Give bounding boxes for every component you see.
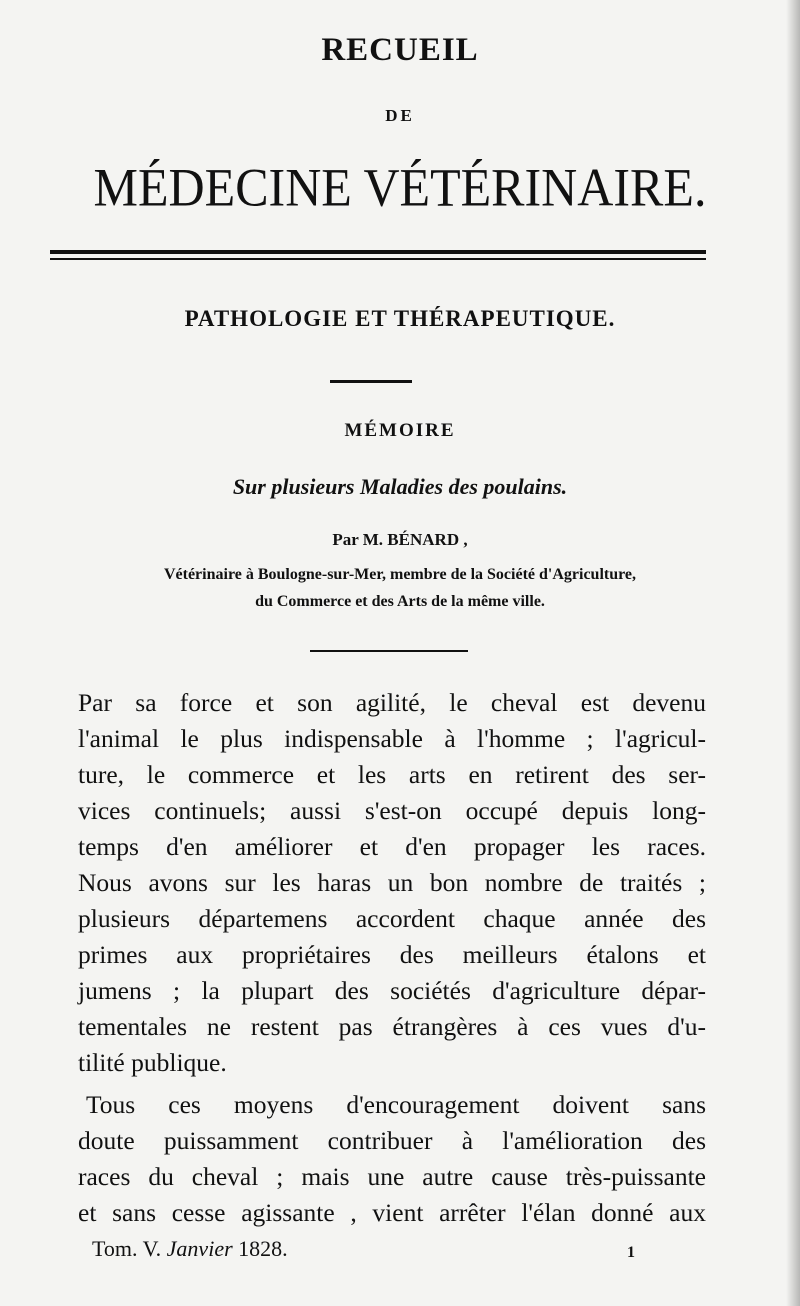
footer-month: Janvier xyxy=(166,1236,233,1261)
body-text-line: Nous avons sur les haras un bon nombre de traités ; xyxy=(78,868,706,897)
body-text-line: plusieurs départemens accordent chaque année des xyxy=(78,904,706,933)
footer-year: 1828. xyxy=(238,1236,288,1261)
section-rule xyxy=(330,380,412,383)
author-affiliation-line: Vétérinaire à Boulogne-sur-Mer, membre de la Société d'Agriculture, xyxy=(163,566,637,583)
body-text-line: doute puissamment contribuer à l'amélioration des xyxy=(78,1126,706,1155)
body-text-line: tementales ne restent pas étrangères à ces vues d'u- xyxy=(78,1012,706,1041)
author-affiliation-line: du Commerce et des Arts de la même ville. xyxy=(255,593,545,610)
body-text-line: temps d'en améliorer et d'en propager les races. xyxy=(78,832,706,861)
page-number: 1 xyxy=(627,1244,635,1261)
section-heading: PATHOLOGIE ET THÉRAPEUTIQUE. xyxy=(184,306,616,331)
header-rule-thin xyxy=(50,258,706,260)
journal-title-de: DE xyxy=(385,106,415,125)
body-text-line: races du cheval ; mais une autre cause très-puissante xyxy=(78,1162,706,1191)
body-text-line: ture, le commerce et les arts en retirent des ser- xyxy=(78,760,706,789)
header-rule-thick xyxy=(50,250,706,254)
body-text-line: Par sa force et son agilité, le cheval est devenu xyxy=(78,688,706,717)
memoire-author: Par M. BÉNARD , xyxy=(332,530,468,549)
memoire-heading: MÉMOIRE xyxy=(344,420,456,441)
body-text-line: primes aux propriétaires des meilleurs étalons et xyxy=(78,940,706,969)
body-text-line: Tous ces moyens d'encouragement doivent sans xyxy=(86,1090,706,1119)
journal-main-title: MÉDECINE VÉTÉRINAIRE. xyxy=(93,156,707,218)
body-text-line: l'animal le plus indispensable à l'homme ; l'agricul- xyxy=(78,724,706,753)
body-text-line: et sans cesse agissante , vient arrêter l'élan donné aux xyxy=(78,1198,706,1227)
body-text-line: tilité publique. xyxy=(78,1048,227,1077)
page-footer xyxy=(92,1236,288,1262)
body-text-line: jumens ; la plupart des sociétés d'agriculture dépar- xyxy=(78,976,706,1005)
body-text-line: vices continuels; aussi s'est-on occupé depuis long- xyxy=(78,796,706,825)
separator-rule xyxy=(310,650,468,652)
memoire-subtitle: Sur plusieurs Maladies des poulains. xyxy=(232,474,568,499)
journal-title-recueil: RECUEIL xyxy=(321,32,479,68)
footer-volume: Tom. V. xyxy=(92,1236,162,1261)
